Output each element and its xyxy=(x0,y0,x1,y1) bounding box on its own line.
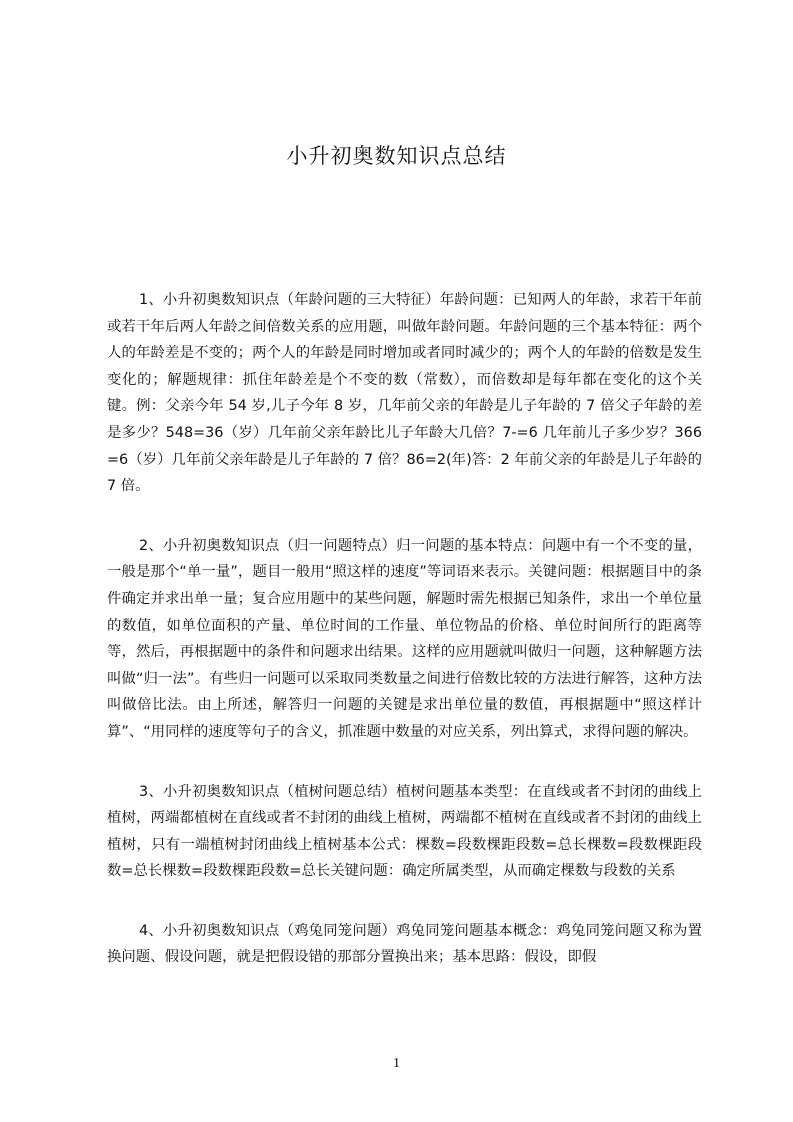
paragraph-age-problem: 1、小升初奥数知识点（年龄问题的三大特征）年龄问题：已知两人的年龄，求若干年前或若干年后两人年龄之间倍数关系的应用题，叫做年龄问题。年龄问题的三个基本特征：两个人的年龄差是不变的；两个人的年龄是同时增加或者同时减少的；两个人的年龄的倍数是发生变化的；解题规律：抓住年龄差是个不变的数（常数），而倍数却是每年都在变化的这个关键。例：父亲今年 54 岁,儿子今年 8 岁，几年前父亲的年龄是儿子年龄的 7 倍父子年龄的差是多少？548=36（岁）几年前父亲年龄比儿子年龄大几倍？7-=6 几年前儿子多少岁？366=6（岁）几年前父亲年龄是儿子年龄的 7 倍？86=2(年)答：2 年前父亲的年龄是儿子年龄的 7 倍。 xyxy=(107,292,702,495)
document-body xyxy=(107,287,702,1004)
page-number: 1 xyxy=(393,1056,400,1071)
paragraph-chicken-rabbit: 4、小升初奥数知识点（鸡兔同笼问题）鸡兔同笼问题基本概念：鸡兔同笼问题又称为置换问题、假设问题，就是把假设错的那部分置换出来；基本思路：假设，即假 xyxy=(107,922,702,966)
paragraph-tree-planting: 3、小升初奥数知识点（植树问题总结）植树问题基本类型：在直线或者不封闭的曲线上植树，两端都植树在直线或者不封闭的曲线上植树，两端都不植树在直线或者不封闭的曲线上植树，只有一端植树封闭曲线上植树基本公式：棵数=段数棵距段数=总长棵数=段数棵距段数=总长棵数=段数棵距段数=总长关键问题：确定所属类型，从而确定棵数与段数的关系 xyxy=(107,783,702,880)
paragraph-unit-problem: 2、小升初奥数知识点（归一问题特点）归一问题的基本特点：问题中有一个不变的量，一般是那个“单一量”，题目一般用“照这样的速度”等词语来表示。关键问题：根据题目中的条件确定并求出单一量；复合应用题中的某些问题，解题时需先根据已知条件，求出一个单位量的数值，如单位面积的产量、单位时间的工作量、单位物品的价格、单位时间所行的距离等等，然后，再根据题中的条件和问题求出结果。这样的应用题就叫做归一问题，这种解题方法叫做“归一法”。有些归一问题可以采取同类数量之间进行倍数比较的方法进行解答，这种方法叫做倍比法。由上所述，解答归一问题的关键是求出单位量的数值，再根据题中“照这样计算”、“用同样的速度等句子的含义，抓准题中数量的对应关系，列出算式，求得问题的解决。 xyxy=(107,537,702,740)
page-title: 小升初奥数知识点总结 xyxy=(286,144,507,168)
